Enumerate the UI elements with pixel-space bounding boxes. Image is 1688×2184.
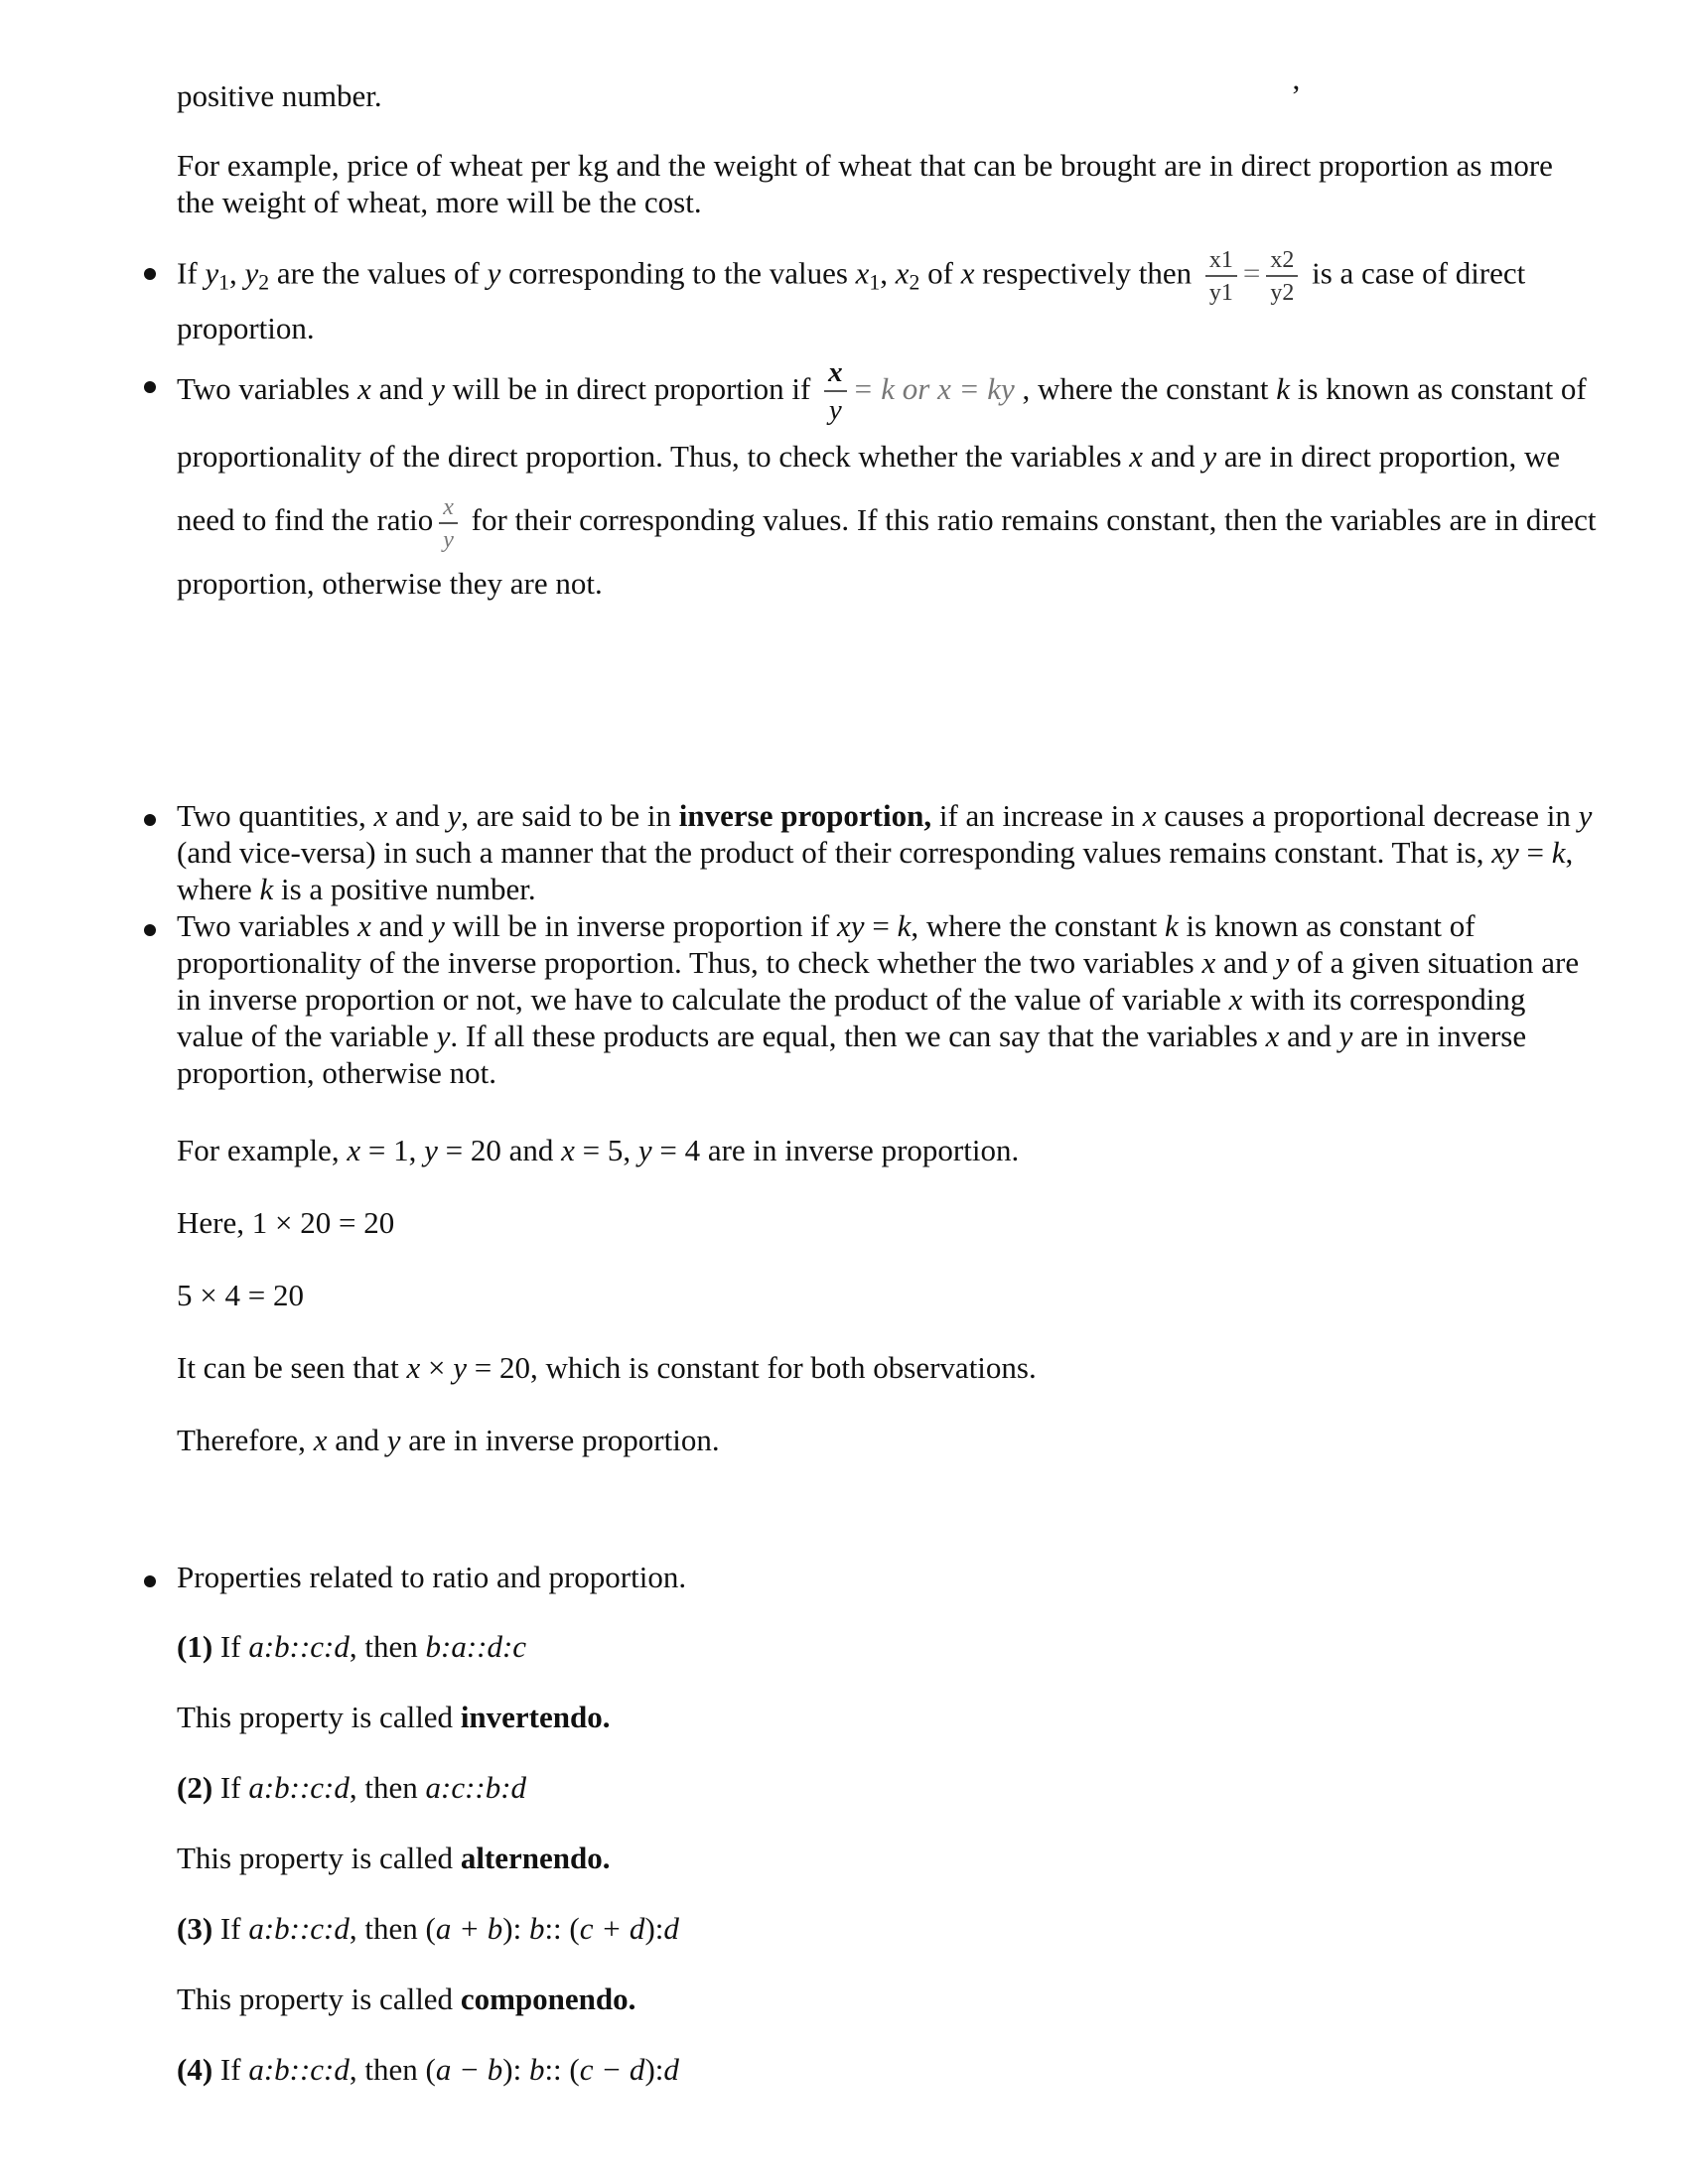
text-fragment: , then ( — [349, 1911, 436, 1946]
text-fragment: = — [1518, 835, 1552, 870]
text-fragment: y — [1202, 439, 1217, 475]
inverse-bullet-2 — [177, 907, 1597, 1091]
text-fragment: This property is called — [177, 1981, 461, 2016]
text-fragment: If — [212, 1911, 249, 1946]
fraction-ratio-x-y — [439, 495, 458, 552]
text-fragment: y — [443, 526, 454, 553]
text-fragment: (and vice-versa) in such a manner that the product of their corresponding values remains constant. That is, — [177, 835, 1492, 870]
text-fragment: , are said to be in — [461, 798, 679, 833]
text-fragment: (2) — [177, 1770, 213, 1805]
text-fragment: y — [828, 394, 842, 427]
text-fragment: invertendo. — [460, 1700, 611, 1734]
text-fragment: ): — [644, 2052, 664, 2087]
text-fragment: is a positive number. — [273, 872, 536, 906]
text-fragment: b — [528, 2052, 545, 2087]
text-fragment: :: ( — [544, 2052, 580, 2087]
property-3-name — [177, 1980, 1597, 2017]
text-fragment: y — [1578, 798, 1593, 833]
text-fragment: a − b — [435, 2052, 503, 2087]
text-fragment: ): — [502, 2052, 529, 2087]
intro-line — [177, 77, 1597, 114]
text-fragment: x — [824, 358, 847, 392]
text-fragment: y — [1338, 1019, 1353, 1053]
direct-example-paragraph: For example, price of wheat per kg and the weight of wheat that can be brought are in direct proportion as more the weight of wheat, more will be the cost. — [177, 148, 1553, 219]
text-fragment: ): — [502, 1911, 529, 1946]
text-fragment: of a given situation are in inverse proportion or not, we have to calculate the product of the value of variable — [177, 945, 1580, 1017]
text-fragment: x — [1201, 945, 1216, 980]
text-fragment: and — [1279, 1019, 1339, 1053]
text-fragment: = 20 and — [437, 1133, 562, 1167]
text-fragment: and — [1143, 439, 1203, 475]
text-fragment: x — [347, 1133, 361, 1167]
text-fragment: and — [370, 908, 432, 943]
text-fragment: y — [453, 1350, 468, 1385]
text-fragment: and — [1215, 945, 1276, 980]
text-fragment: :: ( — [544, 1911, 580, 1946]
text-fragment: = 1, — [360, 1133, 425, 1167]
fraction-x2-y2 — [1266, 248, 1298, 305]
text-fragment: , then — [349, 1770, 426, 1805]
text-fragment: y — [431, 371, 445, 406]
text-fragment: . If all these products are equal, then we can say that the variables — [450, 1019, 1266, 1053]
text-fragment: (4) — [177, 2052, 213, 2087]
text-fragment: If — [177, 255, 206, 291]
text-fragment: x — [1265, 1019, 1280, 1053]
text-fragment: inverse proportion, — [678, 798, 932, 833]
direct-bullet-1 — [177, 248, 1597, 352]
text-fragment: c + d — [579, 1911, 645, 1946]
bullet-dot — [144, 381, 156, 393]
text-fragment: d — [663, 2052, 679, 2087]
text-fragment: This property is called — [177, 1841, 461, 1875]
text-fragment: Two variables — [177, 908, 358, 943]
inverse-bullet-1 — [177, 797, 1597, 907]
text-fragment: = — [1242, 255, 1261, 291]
text-fragment: a:b::c:d — [248, 1770, 350, 1805]
text-fragment: y — [487, 255, 501, 291]
text-fragment: y — [386, 1423, 401, 1457]
text-fragment: x — [406, 1350, 421, 1385]
bullet-dot — [144, 1575, 156, 1587]
text-fragment: , then — [349, 1629, 426, 1664]
text-fragment: Therefore, — [177, 1423, 314, 1457]
text-fragment: is a case of direct proportion. — [177, 255, 1526, 345]
text-fragment: For example, — [177, 1133, 348, 1167]
text-fragment: = 5, — [574, 1133, 638, 1167]
text-fragment: If — [212, 2052, 249, 2087]
text-fragment: y2 — [1270, 280, 1295, 306]
text-fragment: = — [864, 908, 898, 943]
text-fragment: 1 — [869, 270, 881, 295]
text-fragment: y — [205, 255, 219, 291]
property-2 — [177, 1769, 1597, 1806]
text-fragment: x — [1142, 798, 1157, 833]
text-fragment: will be in inverse proportion if — [444, 908, 838, 943]
text-fragment: corresponding to the values — [500, 255, 856, 291]
inverse-second-line: 5 × 4 = 20 — [177, 1278, 304, 1312]
properties-heading: Properties related to ratio and proportion. — [177, 1560, 687, 1594]
text-fragment: is known as constant of proportionality of the direct proportion. Thus, to check whether the variables — [177, 371, 1587, 475]
text-fragment: = 4 are in inverse proportion. — [651, 1133, 1020, 1167]
inverse-conclusion — [177, 1422, 1597, 1458]
text-fragment: of — [919, 255, 961, 291]
text-fragment: alternendo. — [460, 1841, 611, 1875]
text-fragment: k — [1165, 908, 1179, 943]
text-fragment: k — [897, 908, 912, 943]
text-fragment: componendo. — [460, 1981, 636, 2016]
text-fragment: and — [370, 371, 432, 406]
text-fragment: are in inverse proportion. — [400, 1423, 720, 1457]
text-fragment: 1 — [218, 270, 230, 295]
property-2-name — [177, 1840, 1597, 1876]
text-fragment: , where the constant — [911, 908, 1165, 943]
bullet-dot — [144, 924, 156, 936]
inverse-seen-line — [177, 1349, 1597, 1386]
text-fragment: 2 — [258, 270, 270, 295]
text-fragment: y1 — [1208, 280, 1233, 306]
bullet-dot — [144, 814, 156, 826]
text-fragment: × — [420, 1350, 454, 1385]
text-fragment: xy — [837, 908, 865, 943]
text-fragment: y — [431, 908, 445, 943]
text-fragment: x — [960, 255, 975, 291]
text-fragment: y — [1275, 945, 1290, 980]
text-fragment: and — [327, 1423, 387, 1457]
text-fragment: with its corresponding value of the variable — [177, 982, 1526, 1053]
text-fragment: , — [880, 255, 896, 291]
fraction-x1-y1 — [1205, 248, 1237, 305]
inverse-here-line: Here, 1 × 20 = 20 — [177, 1205, 395, 1240]
text-fragment: ): — [644, 1911, 664, 1946]
text-fragment: d — [663, 1911, 679, 1946]
text-fragment: b — [528, 1911, 545, 1946]
text-fragment: y — [244, 255, 259, 291]
text-fragment: y — [436, 1019, 451, 1053]
text-fragment: a:c::b:d — [425, 1770, 527, 1805]
text-fragment: , where the constant — [1014, 371, 1277, 406]
text-fragment: c − d — [579, 2052, 645, 2087]
text-fragment: Two variables — [177, 371, 358, 406]
text-fragment: x — [439, 495, 458, 524]
text-fragment: are in inverse proportion, otherwise not. — [177, 1019, 1527, 1090]
text-fragment: y — [424, 1133, 438, 1167]
text-fragment: b:a::d:c — [425, 1629, 527, 1664]
text-fragment: 2 — [909, 270, 920, 295]
property-4 — [177, 2051, 1597, 2088]
text-fragment: a + b — [435, 1911, 503, 1946]
text-fragment: are in direct proportion, we need to find the ratio — [177, 439, 1561, 538]
text-fragment: a:b::c:d — [248, 1911, 350, 1946]
stray-mark: ʼ — [1291, 78, 1302, 113]
text-fragment: (3) — [177, 1911, 213, 1946]
text-fragment: x — [357, 908, 371, 943]
bullet-dot — [144, 268, 156, 280]
text-fragment: If — [212, 1770, 249, 1805]
text-fragment: are the values of — [269, 255, 488, 291]
text-fragment: a:b::c:d — [248, 2052, 350, 2087]
text-fragment: if an increase in — [931, 798, 1143, 833]
text-fragment: respectively then — [974, 255, 1199, 291]
fraction-x-over-y — [824, 358, 847, 425]
text-fragment: , then ( — [349, 2052, 436, 2087]
text-fragment: = 20, which is constant for both observations. — [467, 1350, 1037, 1385]
text-fragment: x — [895, 255, 910, 291]
text-fragment: y — [637, 1133, 652, 1167]
text-fragment: x — [1228, 982, 1243, 1017]
text-fragment: k — [1551, 835, 1566, 870]
text-fragment: = k or x = ky — [852, 371, 1015, 406]
text-fragment: x2 — [1266, 248, 1298, 277]
text-fragment: will be in direct proportion if — [444, 371, 819, 406]
text-fragment: is known as constant of proportionality of the inverse proportion. Thus, to check whether the two variables — [177, 908, 1476, 980]
text-fragment: It can be seen that — [177, 1350, 407, 1385]
text-fragment: for their corresponding values. If this ratio remains constant, then the variables are in direct proportion, otherwise they are not. — [177, 502, 1597, 602]
text-fragment: x — [373, 798, 388, 833]
text-fragment: y — [447, 798, 462, 833]
text-fragment: , — [229, 255, 245, 291]
text-fragment: x1 — [1205, 248, 1237, 277]
text-fragment: k — [259, 872, 274, 906]
text-fragment: a:b::c:d — [248, 1629, 350, 1664]
text-fragment: x — [313, 1423, 328, 1457]
text-fragment: causes a proportional decrease in — [1156, 798, 1579, 833]
direct-bullet-2 — [177, 357, 1597, 615]
text-fragment: , where — [177, 835, 1574, 906]
property-1 — [177, 1628, 1597, 1665]
property-3 — [177, 1910, 1597, 1947]
text-fragment: This property is called — [177, 1700, 461, 1734]
property-1-name — [177, 1699, 1597, 1735]
text-fragment: xy — [1491, 835, 1519, 870]
text-fragment: k — [1276, 371, 1290, 406]
text-fragment: x — [561, 1133, 575, 1167]
text-fragment: If — [212, 1629, 249, 1664]
text-fragment: x — [1129, 439, 1144, 475]
text-fragment: x — [357, 371, 371, 406]
text-fragment: x — [855, 255, 870, 291]
text-fragment: Two quantities, — [177, 798, 374, 833]
inverse-example — [177, 1132, 1597, 1168]
text-fragment: (1) — [177, 1629, 213, 1664]
intro-text: positive number. — [177, 78, 382, 113]
text-fragment: and — [387, 798, 448, 833]
